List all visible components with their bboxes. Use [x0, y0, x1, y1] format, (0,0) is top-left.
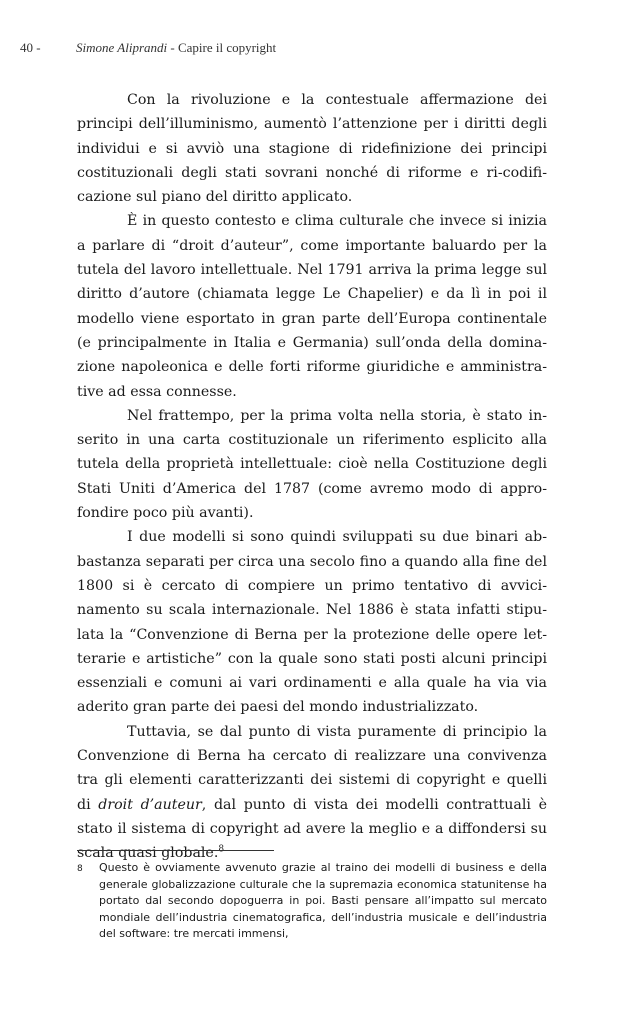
paragraph-1: Con la rivoluzione e la contestuale affermazione dei principi dell’illuminismo, aumentò l’attenzione per i diritti degli individui e si avviò una stagione di ridefinizione dei principi costituzionali degli stati sovrani nonché di riforme e ri-codificazione sul piano del diritto applicato.	[77, 92, 547, 206]
paragraph-3: Nel frattempo, per la prima volta nella storia, è stato inserito in una carta costituzionale un riferimento esplicito alla tutela della proprietà intellettuale: cioè nella Costituzione degli Stati Uniti d’America del 1787 (come avremo modo di approfondire poco più avanti).	[77, 407, 547, 522]
body-text	[77, 88, 547, 866]
page-header	[20, 40, 276, 56]
paragraph-5-italic-term: droit d’auteur	[98, 796, 202, 813]
paragraph-4: I due modelli si sono quindi sviluppati su due binari abbastanza separati per circa una secolo fino a quando alla fine del 1800 si è cercato di compiere un primo tentativo di avvicinamento su scala internazionale. Nel 1886 è stata infatti stipulata la “Convenzione di Berna per la protezione delle opere letterarie e artistiche” con la quale sono stati posti alcuni principi essenziali e comuni ai vari ordinamenti e alla quale ha via via aderito gran parte dei paesi del mondo industrializzato.	[77, 529, 547, 716]
paragraph-5-text-start: Tuttavia, se dal punto di vista puramente di principio la Convenzione di Berna ha cercato di realizzare una convivenza tra gli elementi caratterizzanti dei sistemi di copyright e quelli di	[77, 723, 547, 813]
footnote-number: 8	[77, 864, 83, 874]
footnote-text: Questo è ovviamente avvenuto grazie al traino dei modelli di business e della generale globalizzazione culturale che la supremazia economica statunitense ha portato dal secondo dopoguerra in poi. Basti pensare all’impatto sul mercato mondiale dell’industria cinematografica, dell’industria musicale e dell’industria del software: tre mercati immensi,	[99, 861, 547, 940]
header-author: Simone Aliprandi	[76, 40, 168, 55]
footnote-reference[interactable]: 8	[218, 844, 225, 855]
paragraph-5	[77, 720, 547, 866]
page-number: 40 -	[20, 40, 41, 55]
header-title: - Capire il copyright	[167, 40, 277, 55]
footnote	[77, 860, 547, 943]
paragraph-2: È in questo contesto e clima culturale che invece si inizia a parlare di “droit d’auteur”, come importante baluardo per la tutela del lavoro intellettuale. Nel 1791 arriva la prima legge sul diritto d’autore (chiamata legge Le Chapelier) e da lì in poi il modello viene esportato in gran parte dell’Europa continentale (e principalmente in Italia e Germania) sull’onda della dominazione napoleonica e delle forti riforme giuridiche e amministrative ad essa connesse.	[77, 213, 547, 400]
footnote-divider	[77, 850, 274, 851]
paragraph-5-text-end: , dal punto di vista dei modelli contrattuali è stato il sistema di copyright ad avere la meglio e a diffondersi su scala quasi globale.	[77, 796, 547, 862]
